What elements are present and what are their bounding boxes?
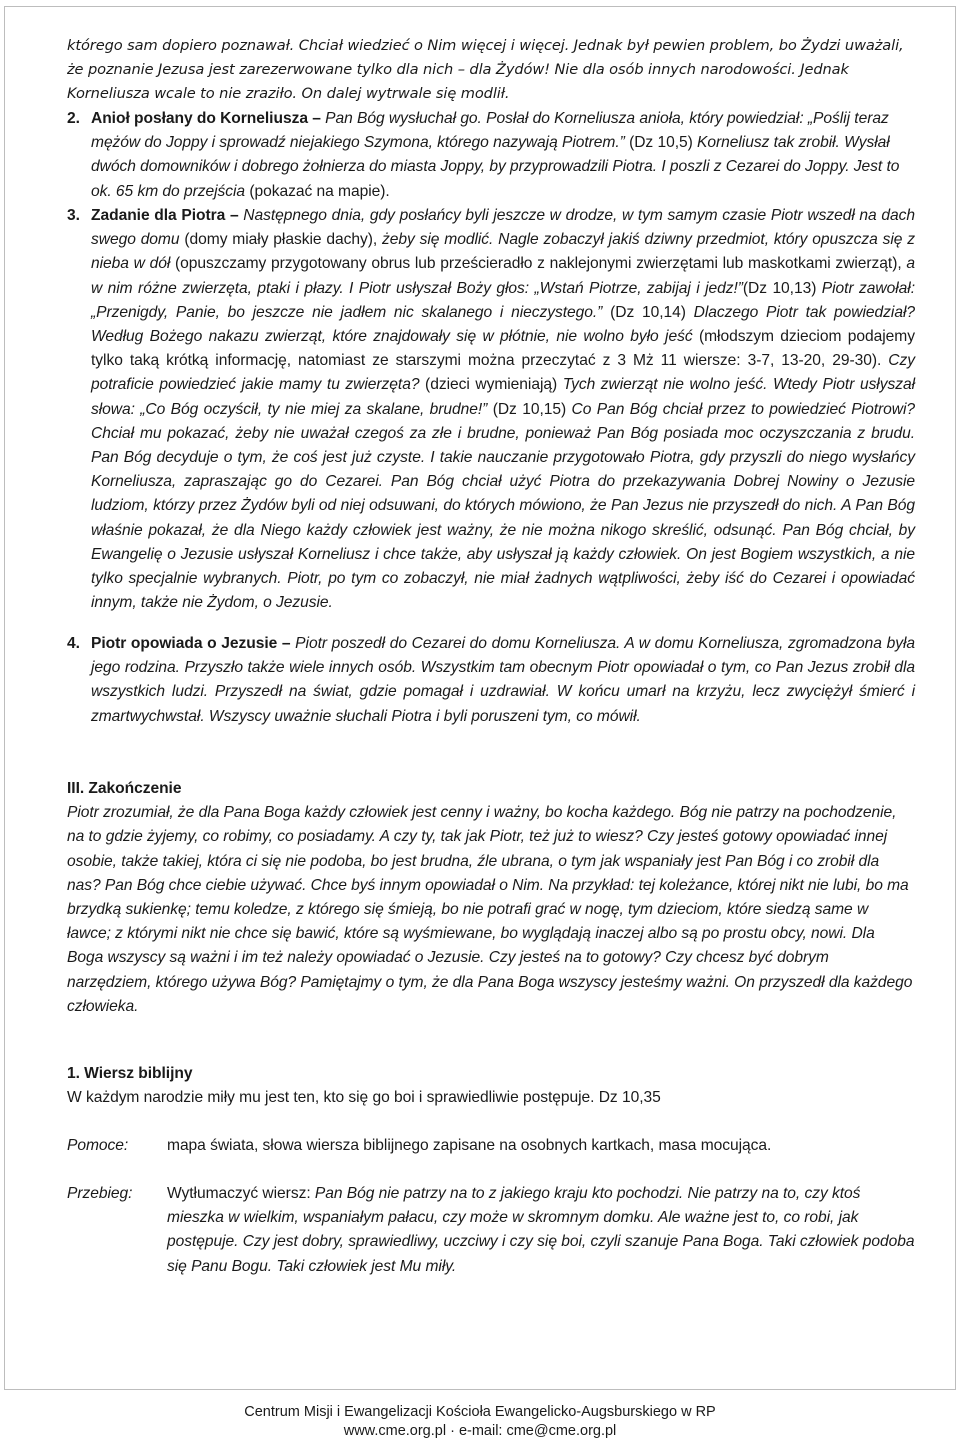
footer-organization: Centrum Misji i Ewangelizacji Kościoła Ewangelicko-Augsburskiego w RP [244, 1404, 716, 1420]
section-3-text-3: a w nim różne zwierzęta, ptaki i płazy. I Piotr usłyszał Boży głos: „Wstań Piotrze, zabijaj i jedz!” [91, 255, 915, 297]
section-3-number: 3. [67, 207, 80, 224]
section-3-text-7: Tych zwierząt nie wolno jeść. Wtedy Piotr usłyszał słowa: „Co Bóg oczyścił, ty nie miej za skalane, brudne!” [91, 376, 916, 418]
bible-verse [67, 1062, 915, 1110]
section-4-number: 4. [67, 635, 80, 652]
aids-label: Pomoce: [67, 1137, 129, 1154]
section-2-title: Anioł posłany do Korneliusza – [91, 110, 321, 127]
section-3-text-2: żeby się modlić. Nagle zobaczył jakiś dziwny przedmiot, który opuszcza się z nieba w dół [91, 231, 915, 273]
section-3-ref-2: (Dz 10,14) [602, 303, 694, 321]
aids-text: mapa świata, słowa wiersza biblijnego zapisane na osobnych kartkach, masa mocująca. [167, 1137, 772, 1154]
section-3-text-5: Dlaczego Piotr tak powiedział? Według Bożego nakazu zwierząt, które znajdowały się w płótnie, nie wolno było jeść [91, 303, 915, 346]
procedure-lead: Wytłumaczyć wiersz: [167, 1185, 315, 1202]
aids-row [67, 1134, 915, 1158]
intro-paragraph [67, 34, 915, 107]
section-4-title: Piotr opowiada o Jezusie – [91, 635, 291, 652]
procedure-text: Pan Bóg nie patrzy na to z jakiego kraju kto pochodzi. Nie patrzy na to, czy ktoś mieszka w wielkim, wspaniałym pałacu, czy może w skromnym domku. Ale ważne jest to, co robi, jak postępuje. Czy jest dobry, sprawiedliwy, uczciwy i czy się boi, czyli szanuje Pana Boga. Taki człowiek podoba się Panu Bogu. Taki człowiek jest Mu miły. [167, 1185, 915, 1275]
conclusion-heading: III. Zakończenie [67, 780, 182, 797]
section-3-note-3: (młodszym dzieciom podajemy tylko taką krótką informację, natomiast ze starszymi można przeczytać z 3 Mż 11 wiersze: 3-7, 13-20, 29-30). [91, 328, 915, 370]
section-2-note: (pokazać na mapie). [245, 182, 390, 200]
page-footer [0, 1403, 960, 1441]
section-3 [67, 204, 915, 615]
verse-heading: 1. Wiersz biblijny [67, 1065, 193, 1082]
section-2-text-a: Pan Bóg wysłuchał go. Posłał do Korneliusza anioła, który powiedział: „Poślij teraz mężów do Joppy i sprowadź niejakiego Szymona, którego nazywają Piotrem.” [91, 110, 889, 152]
section-3-note-2: (opuszczamy przygotowany obrus lub prześcieradło z naklejonymi zwierzętami lub maskotkami zwierząt), [170, 255, 907, 273]
section-2-number: 2. [67, 110, 80, 127]
section-2-ref: (Dz 10,5) [624, 134, 698, 152]
section-3-note-1: (domy miały płaskie dachy), [179, 231, 383, 249]
footer-contact: www.cme.org.pl · e-mail: cme@cme.org.pl [343, 1423, 617, 1439]
section-3-note-4: (dzieci wymieniają) [419, 376, 563, 394]
section-3-text-1: Następnego dnia, gdy posłańcy byli jeszcze w drodze, w tym samym czasie Piotr wszedł na dach swego domu [91, 207, 915, 249]
conclusion-text: Piotr zrozumiał, że dla Pana Boga każdy człowiek jest cenny i ważny, bo kocha każdego. Bóg nie patrzy na pochodzenie, na to gdzie żyjemy, co robimy, co posiadamy. A czy ty, tak jak Piotr, też już to wiesz? Czy jesteś gotowy opowiadać innej osobie, także takiej, która ci się nie podoba, bo jest brudna, źle ubrana, o tym jak wspaniały jest Pan Bóg i co zrobił dla nas? Pan Bóg chce ciebie używać. Chce byś innym opowiadał o Nim. Na przykład: tej koleżance, której nikt nie lubi, bo ma brzydką sukienkę; temu koledze, z którego się śmieją, bo nie potrafi grać w nogę, tym dzieciom, które siedzą same w ławce; z którymi nikt nie chce się bawić, które są wyśmiewane, bo wyglądają inaczej albo są po prostu obcy, nowi. Dla Boga wszyscy są ważni i im też należy opowiadać o Jezusie. Czy jesteś na to gotowy? Czy chcesz być dobrym narzędziem, którego używa Bóg? Pamiętajmy o tym, że dla Pana Boga wszyscy jesteśmy ważni. On przyszedł dla każdego człowieka. [67, 804, 913, 1015]
section-3-ref-1: (Dz 10,13) [742, 279, 822, 297]
section-3-text-4: Piotr zawołał: „Przenigdy, Panie, bo jeszcze nie jadłem nic skalanego i nieczystego.” [91, 279, 915, 321]
procedure-label: Przebieg: [67, 1185, 133, 1202]
section-3-title: Zadanie dla Piotra – [91, 207, 239, 224]
verse-text: W każdym narodzie miły mu jest ten, kto się go boi i sprawiedliwie postępuje. Dz 10,35 [67, 1089, 661, 1107]
section-2 [67, 107, 915, 204]
procedure-row [67, 1182, 915, 1279]
section-3-text-6: Czy potraficie powiedzieć jakie mamy tu zwierzęta? [91, 352, 915, 394]
section-3-text-8: Co Pan Bóg chciał przez to powiedzieć Piotrowi? Chciał mu pokazać, żeby nie uważał czegoś za złe i brudne, ponieważ Pan Bóg posiada moc oczyszczania z brudu. Pan Bóg decyduje o tym, że coś jest już czyste. I takie nauczanie przygotowało Piotra, gdy przyszli do niego wysłańcy Korneliusza, zapraszając go do Cezarei. Pan Bóg chciał użyć Piotra do przekazywania Dobrej Nowiny o Jezusie ludziom, którzy przez Żydów byli od niej odsuwani, do których mówiono, że Pan Jezus nie przyszedł do nich. A Pan Bóg właśnie pokazał, że dla Niego każdy człowiek jest ważny, że nie można nikogo skreślić, odsunąć. Pan Bóg chciał, by Ewangelię o Jezusie usłyszał Korneliusz i chce także, aby usłyszał ją każdy człowiek. On jest Bogiem wszystkich, a nie tylko specjalnie wybranych. Piotr, po tym co zobaczył, nie miał żadnych wątpliwości, żeby iść do Cezarei i opowiadać innym, także nie Żydom, o Jezusie. [91, 400, 915, 612]
section-4 [67, 632, 915, 729]
section-2-text-b: Korneliusz tak zrobił. Wysłał dwóch domowników i dobrego żołnierza do miasta Joppy, by przyprowadzili Piotra. I poszli z Cezarei do Joppy. Jest to ok. 65 km do przejścia [91, 134, 900, 200]
section-4-text: Piotr poszedł do Cezarei do domu Korneliusza. A w domu Korneliusza, zgromadzona była jego rodzina. Przyszło także wiele innych osób. Wszystkim tam obecnym Piotr opowiadał o tym, co Pan Jezus zrobił dla wszystkich ludzi. Przyszedł na świat, gdzie pomagał i uzdrawiał. W końcu umarł na krzyżu, lecz zwyciężył śmierć i zmartwychwstał. Wszyscy uważnie słuchali Piotra i byli poruszeni tym, co mówił. [91, 635, 915, 725]
section-3-ref-3: (Dz 10,15) [487, 400, 572, 418]
conclusion [67, 777, 915, 1019]
intro-text: którego sam dopiero poznawał. Chciał wiedzieć o Nim więcej i więcej. Jednak był pewien problem, bo Żydzi uważali, że poznanie Jezusa jest zarezerwowane tylko dla nich – dla Żydów! Nie dla osób innych narodowości. Jednak Korneliusza wcale to nie zraziło. On dalej wytrwale się modlił. [67, 37, 904, 103]
